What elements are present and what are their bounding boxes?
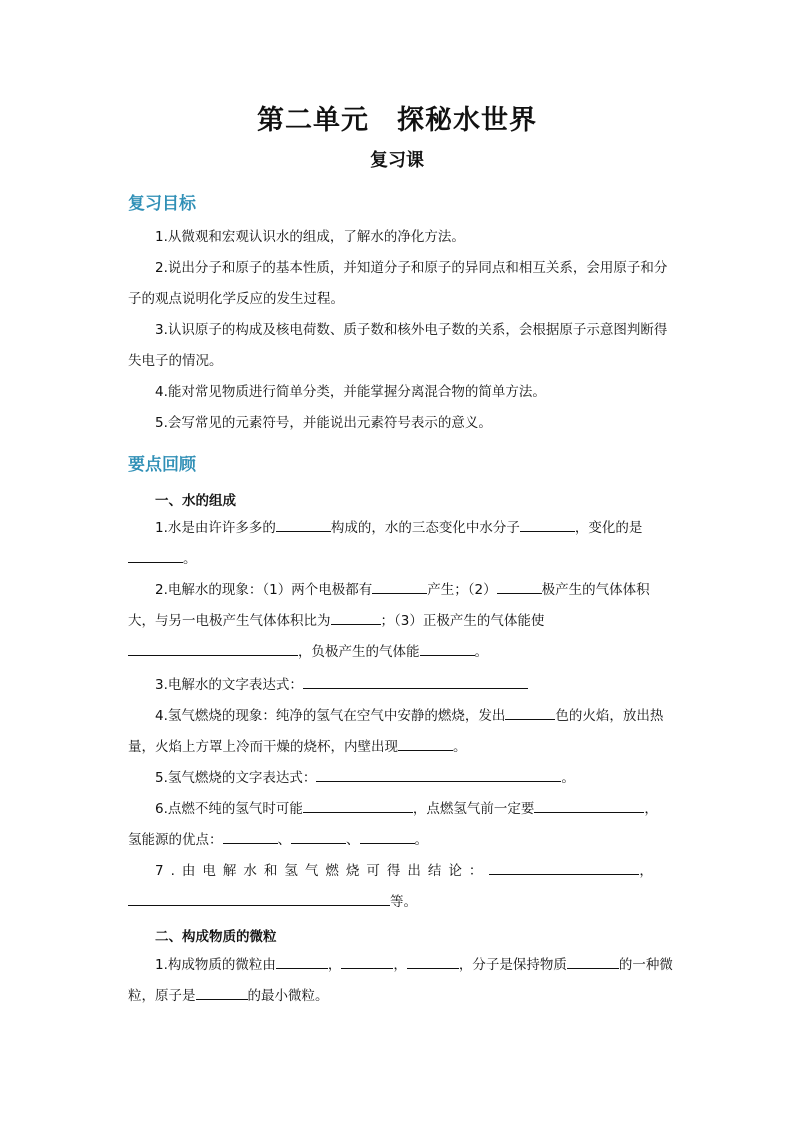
goal-item: 2.说出分子和原子的基本性质，并知道分子和原子的异同点和相互关系，会用原子和分子的观点说明化学反应的发生过程。 — [128, 260, 668, 307]
answer-blank[interactable] — [276, 954, 328, 969]
page-subtitle: 复习课 — [370, 150, 424, 171]
question-6: 6.点燃不纯的氢气时可能 ，点燃氢气前一定要 ， 氢能源的优点： 、 、 。 — [128, 794, 674, 856]
question-2: 2.电解水的现象：（1）两个电极都有 产生；（2） 极产生的气体体积大，与另一电极产生气体体积比为 ；（3）正极产生的气体能使 ，负极产生的气体能 。 — [128, 575, 674, 668]
goal-item: 3.认识原子的构成及核电荷数、质子数和核外电子数的关系，会根据原子示意图判断得失电子的情况。 — [128, 322, 668, 369]
answer-blank[interactable] — [505, 705, 555, 720]
question-1: 1.水是由许许多多的 构成的，水的三态变化中水分子 ，变化的是 。 — [128, 513, 674, 575]
answer-blank[interactable] — [128, 641, 298, 656]
answer-blank[interactable] — [316, 767, 561, 782]
goal-item: 4.能对常见物质进行简单分类，并能掌握分离混合物的简单方法。 — [155, 384, 546, 400]
answer-blank[interactable] — [398, 736, 453, 751]
question-3: 3.电解水的文字表达式： — [128, 670, 674, 701]
answer-blank[interactable] — [520, 517, 575, 532]
answer-blank[interactable] — [196, 985, 248, 1000]
answer-blank[interactable] — [223, 829, 278, 844]
answer-blank[interactable] — [360, 829, 415, 844]
answer-blank[interactable] — [372, 579, 427, 594]
subsection-heading: 一、水的组成 — [155, 493, 236, 509]
answer-blank[interactable] — [534, 798, 644, 813]
answer-blank[interactable] — [407, 954, 459, 969]
question-5: 5.氢气燃烧的文字表达式： 。 — [128, 763, 674, 794]
goal-item: 1.从微观和宏观认识水的组成，了解水的净化方法。 — [155, 229, 465, 245]
question-4: 4.氢气燃烧的现象：纯净的氢气在空气中安静的燃烧，发出 色的火焰，放出热量，火焰上方罩上冷而干燥的烧杯，内壁出现 。 — [128, 701, 674, 763]
answer-blank[interactable] — [303, 674, 528, 689]
question-7: 7.由电解水和氢气燃烧可得出结论： ， 等。 — [128, 856, 674, 918]
answer-blank[interactable] — [303, 798, 413, 813]
question-8: 1.构成物质的微粒由 ， ， ，分子是保持物质 的一种微粒，原子是 的最小微粒。 — [128, 950, 674, 1012]
goal-item: 5.会写常见的元素符号，并能说出元素符号表示的意义。 — [155, 415, 492, 431]
answer-blank[interactable] — [341, 954, 393, 969]
section-heading-review: 要点回顾 — [128, 455, 196, 475]
answer-blank[interactable] — [567, 954, 619, 969]
answer-blank[interactable] — [497, 579, 542, 594]
page-title: 第二单元 探秘水世界 — [257, 105, 537, 136]
answer-blank[interactable] — [291, 829, 346, 844]
answer-blank[interactable] — [128, 891, 390, 906]
answer-blank[interactable] — [489, 860, 639, 875]
answer-blank[interactable] — [128, 548, 183, 563]
answer-blank[interactable] — [331, 610, 381, 625]
subsection-heading: 二、构成物质的微粒 — [155, 929, 277, 945]
answer-blank[interactable] — [276, 517, 331, 532]
section-heading-goals: 复习目标 — [128, 194, 196, 214]
answer-blank[interactable] — [420, 641, 475, 656]
